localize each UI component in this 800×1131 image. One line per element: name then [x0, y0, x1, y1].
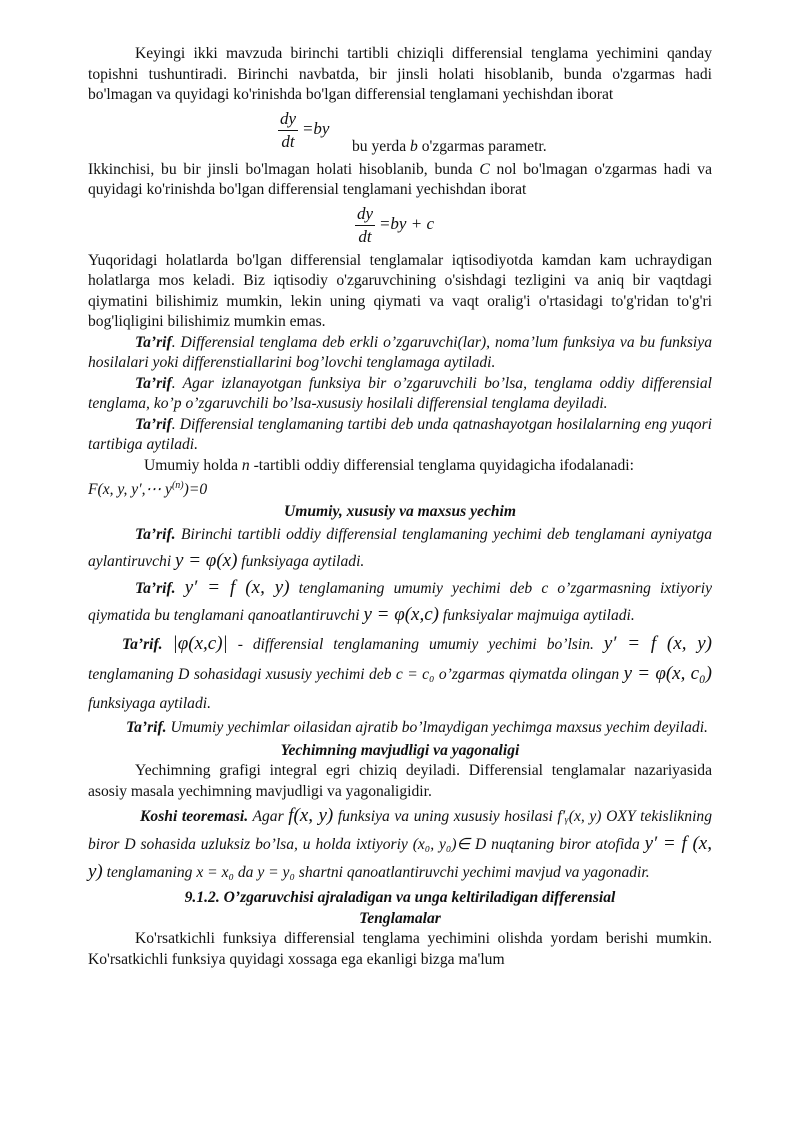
formula-nonhomogeneous — [88, 201, 712, 251]
definition-particular-solution: Ta’rif. |φ(x,c)| - differensial tenglamaning umumiy yechimi bo’lsin. y′ = f (x, y) tenglamaning D sohasidagi xususiy yechimi deb c = c₀ o’zgarmas qiymatda olingan y = φ(x, c₀) funksiyaga aytiladi. — [88, 633, 713, 713]
definition-solution: Ta’rif. Birinchi tartibli oddiy differensial tenglamaning yechimi deb tenglamani ayniyatga aylantiruvchi y = φ(x) funksiyaga aytiladi. — [88, 526, 712, 572]
nonhomogeneous-paragraph: Ikkinchisi, bu bir jinsli bo'lmagan holati hisoblanib, bunda C nol bo'lmagan o'zgarmas hadi va quyidagi ko'rinishda bo'lgan differensial tenglamani yechishdan iborat — [88, 160, 713, 198]
general-ode-formula: F(x, y, y′,⋯ $y^{(n)})=0$ — [88, 480, 208, 499]
definition-3: Ta’rif. Differensial tenglamaning tartibi deb unda qatnashayotgan hosilalarning eng yuqori tartibiga aytiladi. — [88, 415, 712, 453]
economics-paragraph: Yuqoridagi holatlarda bo'lgan differensial tenglamalar iqtisodiyotda kamdan kam uchraydigan holatlarga mos keladi. Biz iqtisodiy o'zgaruvchining o'sishdagi tezligini va aniq bir vaqtdagi qiymatini bilishimiz mumkin, lekin uning qiymati va vaqt oralig'i o'rtasidagi to'g'ridan to'g'ri bog'liqligini bilishimiz mumkin emas. — [88, 251, 712, 330]
general-form-paragraph: Umumiy holda n -tartibli oddiy differensial tenglama quyidagicha ifodalanadi: F(x, y, y′,⋯ $y^{(n)})=0$ — [88, 456, 634, 499]
intro-paragraph: Keyingi ikki mavzuda birinchi tartibli chiziqli differensial tenglama yechimini qanday topishni tushuntiradi. Birinchi navbatda, bir jinsli holati hisoblanib, bunda o'zgarmas hadi bo'lmagan va quyidagi ko'rinishda bo'lgan differensial tenglamani yechishdan iborat — [88, 45, 712, 103]
section-heading-line-2: Tenglamalar — [359, 909, 441, 927]
derivative-fraction: $\frac{dy}{dt}$ — [357, 203, 374, 246]
exponential-paragraph: Ko'rsatkichli funksiya differensial tenglama yechimini olishda yordam berishi mumkin. Ko'rsatkichli funksiya quyidagi xossaga ega ekanligi bizga ma'lum — [88, 930, 712, 968]
document-page — [88, 44, 712, 970]
formula-rhs: =by + c — [378, 213, 434, 233]
definition-general-solution: Ta’rif. y′ = f (x, y) tenglamaning umumiy yechimi deb c o’zgarmasning ixtiyoriy qiymatida bu tenglamani qanoatlantiruvchi y = φ(x,c) funksiyalar majmuiga aytiladi. — [88, 577, 713, 626]
derivative-fraction: $\frac{dy}{dt}$ — [280, 108, 297, 151]
formula-homogeneous — [88, 106, 712, 160]
formula-rhs: =by — [301, 118, 330, 138]
integral-curve-paragraph: Yechimning grafigi integral egri chiziq deyiladi. Differensial tenglamalar nazariyasida asosiy masala yechimning mavjudligi va yagonaligidir. — [88, 762, 712, 800]
parameter-note: bu yerda b o'zgarmas parametr. — [352, 137, 547, 155]
definition-singular-solution: Ta’rif. Umumiy yechimlar oilasidan ajratib bo’lmaydigan yechimga maxsus yechim deyiladi. — [126, 719, 708, 737]
cauchy-theorem: Koshi teoremasi. Agar f(x, y) funksiya va uning xususiy hosilasi f′ᵧ(x, y) OXY tekislikning biror D sohasida uzluksiz bo’lsa, u holda ixtiyoriy (x₀, y₀)∈ D nuqtaning biror atofida y′ = f (x, y) tenglamaning x = x₀ da y = y₀ shartni qanoatlantiruvchi yechimi mavjud va yagonadir. — [88, 805, 713, 883]
section-heading-existence: Yechimning mavjudligi va yagonaligi — [280, 741, 520, 759]
section-heading-line-1: 9.1.2. O’zgaruvchisi ajraladigan va unga keltiriladigan differensial — [184, 889, 616, 907]
section-heading-separable — [88, 888, 712, 929]
definition-1: Ta’rif. Differensial tenglama deb erkli o’zgaruvchi(lar), noma’lum funksiya va bu funksiya hosilalari yoki differenstiallarini bog’lovchi tenglamaga aytiladi. — [88, 333, 712, 371]
section-heading-solutions: Umumiy, xususiy va maxsus yechim — [283, 502, 517, 520]
definition-2: Ta’rif. Agar izlanayotgan funksiya bir o’zgaruvchili bo’lsa, tenglama oddiy differensial tenglama, ko’p o’zgaruvchili bo’lsa-xususiy hosilali differensial tenglama deyiladi. — [88, 374, 712, 412]
